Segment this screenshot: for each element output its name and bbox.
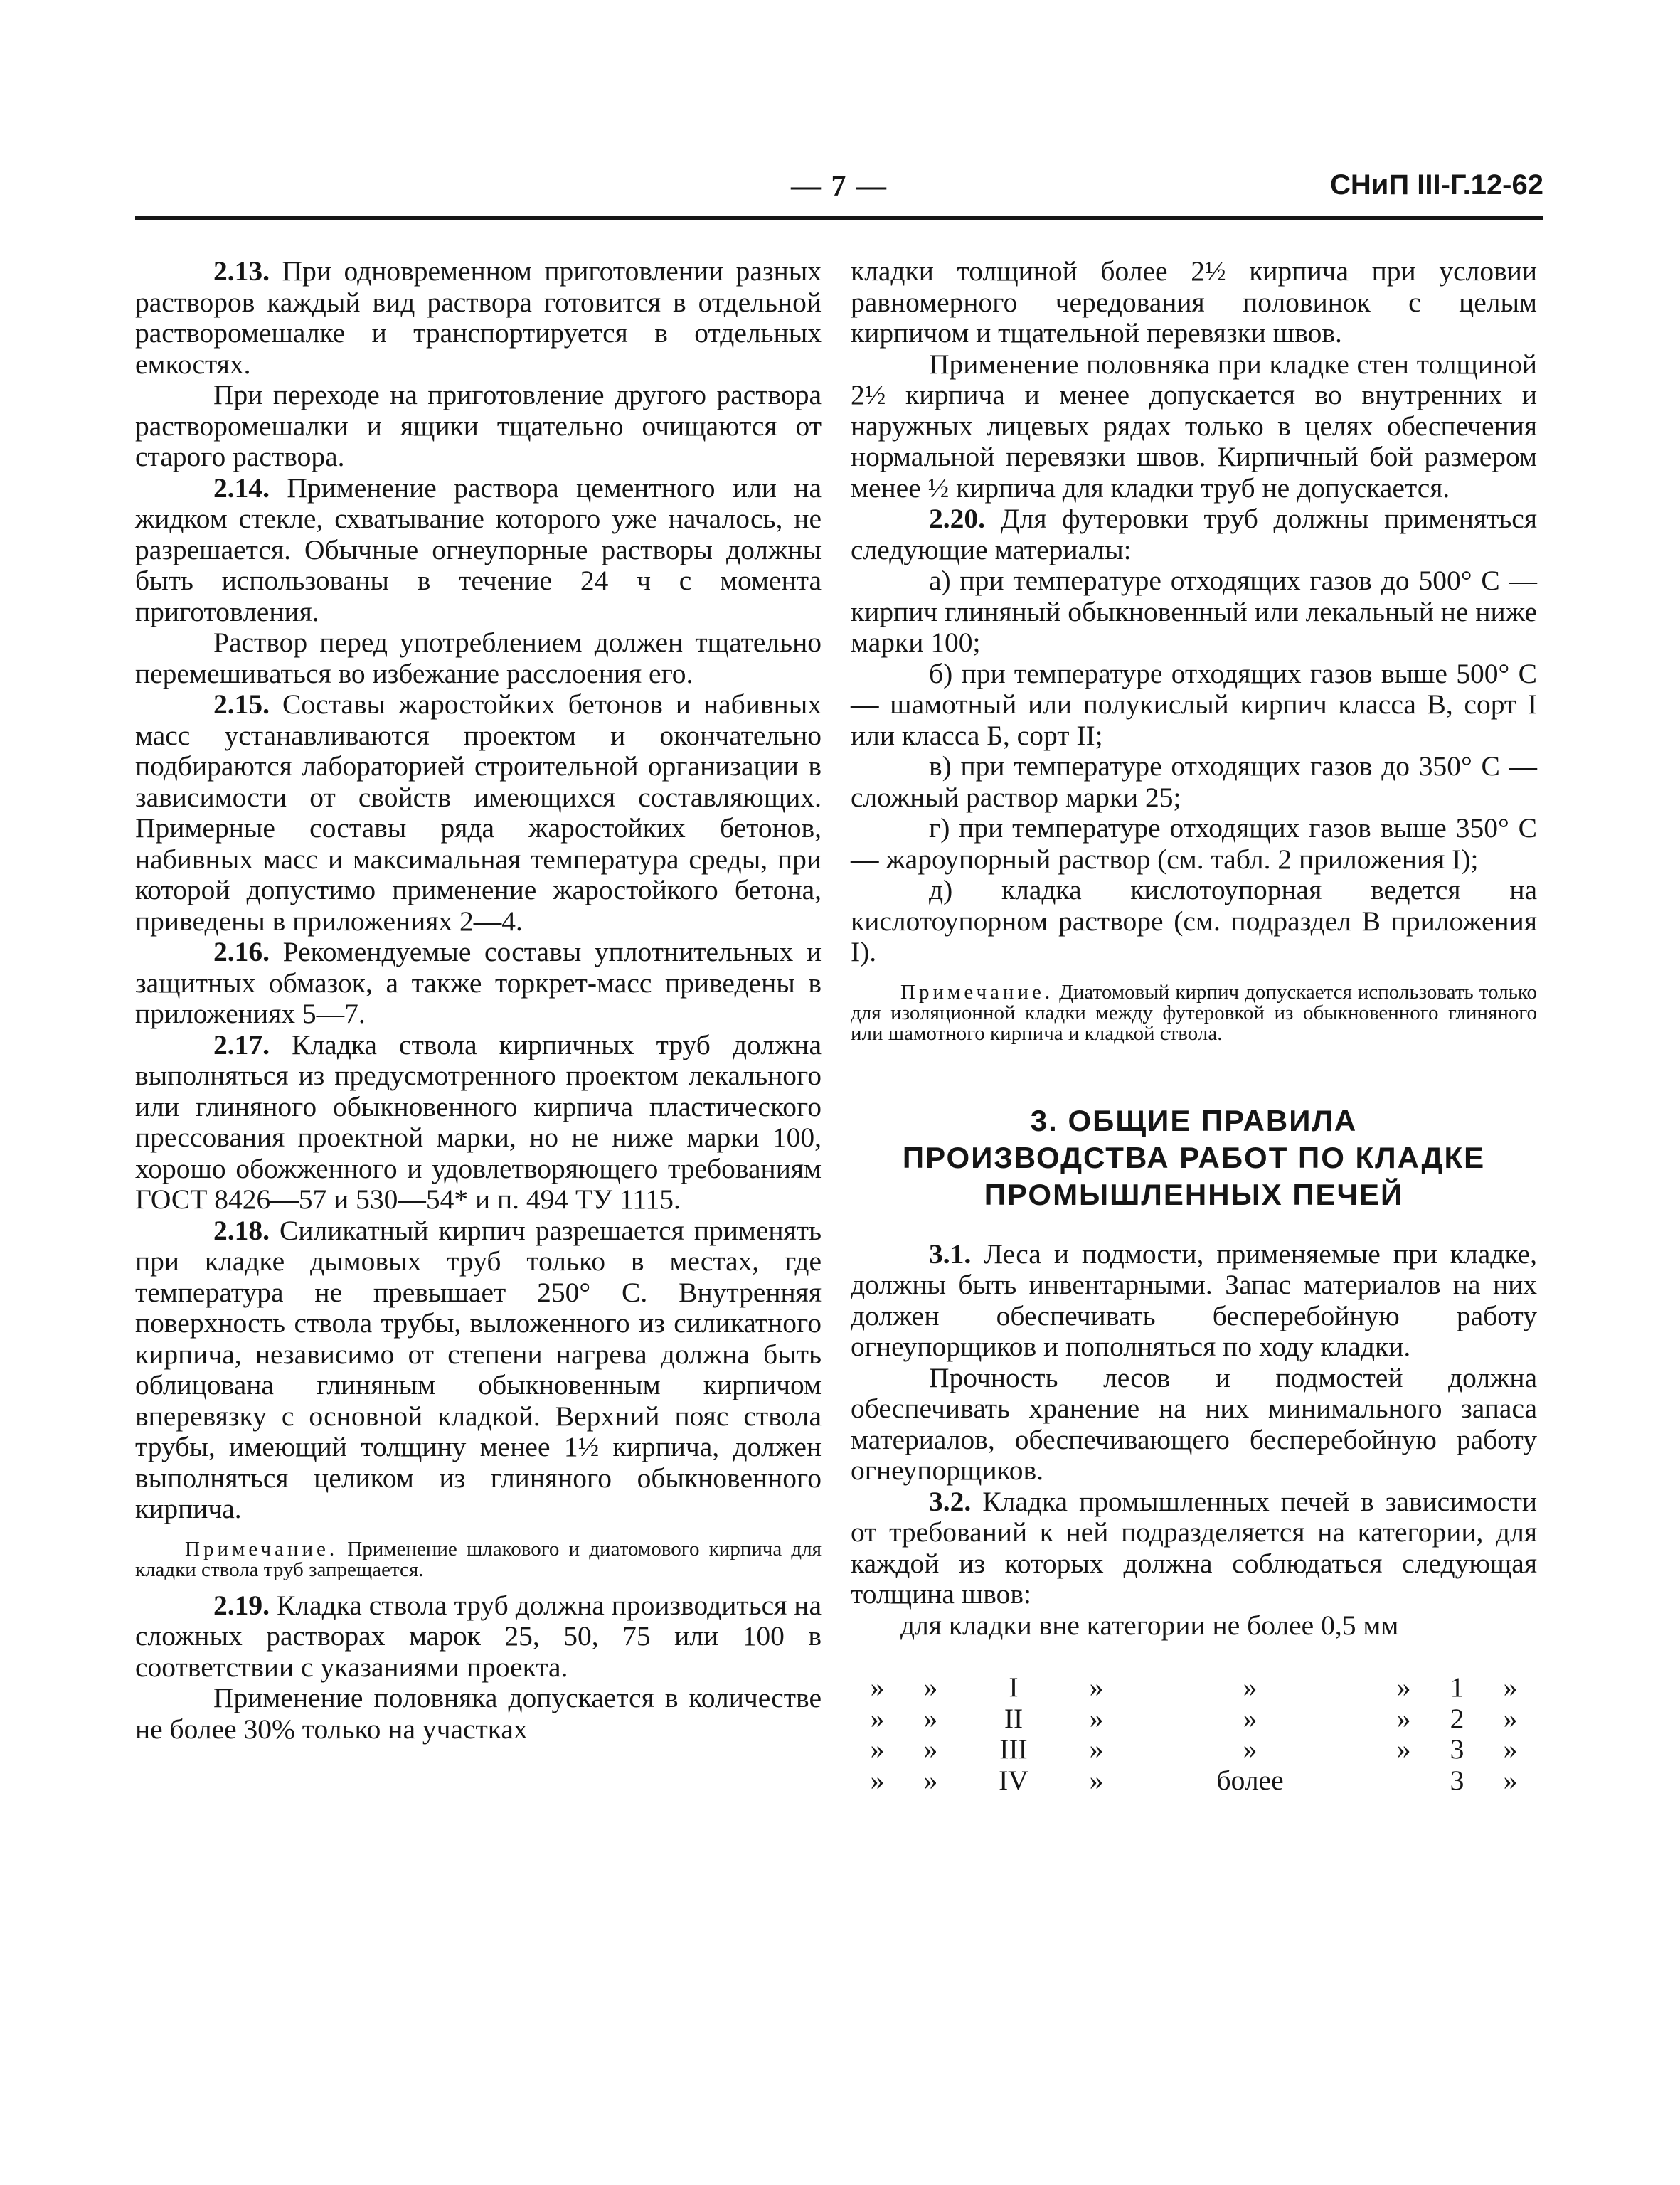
table-cell: 3 [1450,1764,1464,1796]
table-cell: III [999,1733,1028,1765]
paragraph-text: Диатомовый кирпич допускается использовать только для изоляционной кладки между футеровкой из обыкновенного глиняного или шамотного кирпича и кладкой ствола. [851,980,1537,1045]
table-cell: » [870,1671,885,1703]
table-cell: IV [999,1764,1028,1796]
paragraph [135,1590,822,1684]
paragraph-text: Рекомендуемые составы уплотнительных и защитных обмазок, а также торкрет-масс приведены в приложениях 5—7. [135,936,822,1029]
paragraph-text: г) при температуре отходящих газов выше 350° С — жароупорный раствор (см. табл. 2 приложения I); [851,812,1537,875]
clause-number: 2.19. [213,1589,270,1621]
paragraph-text: Применение шлакового и диатомового кирпича для кладки ствола труб запрещается. [135,1537,822,1581]
table-row [851,1734,1537,1765]
paragraph [851,1610,1537,1642]
page-number: — 7 — [791,170,888,203]
table-cell: 3 [1450,1733,1464,1765]
table-row [851,1672,1537,1703]
table-cell: » [870,1733,885,1765]
paragraph [851,565,1537,659]
paragraph-text: Прочность лесов и подмостей должна обеспечивать хранение на них минимального запаса материалов, обеспечивающего бесперебойную работу огнеупорщиков. [851,1361,1537,1486]
clause-number: 2.13. [213,255,270,287]
paragraph [851,1239,1537,1363]
paragraph-text: Кладка ствола кирпичных труб должна выполняться из предусмотренного проектом лекального или глиняного обыкновенного кирпича пластического прессования проектной марки, но не ниже марки 100, хорошо обожженного и удовлетворяющего требованиям ГОСТ 8426—57 и 530—54* и п. 494 ТУ 1115. [135,1028,822,1215]
clause-number: 2.14. [213,472,270,504]
table-cell: » [923,1702,938,1734]
table-cell: » [1396,1671,1411,1703]
paragraph [135,627,822,689]
paragraph [135,380,822,473]
paragraph-text: Составы жаростойких бетонов и набивных масс устанавливаются проектом и окончательно подбираются лабораторией строительной организации в зависимости от свойств имеющихся составляющих. Примерные составы ряда жаростойких бетонов, набивных масс и максимальная температура среды, при которой допустимо применение жаростойкого бетона, приведены в приложениях 2—4. [135,689,822,937]
paragraph [851,256,1537,349]
clause-number: 2.20. [929,503,985,534]
paragraph-text: а) при температуре отходящих газов до 500° С — кирпич глиняный обыкновенный или лекальный не ниже марки 100; [851,565,1537,658]
paragraph [135,1030,822,1216]
paragraph-text: Леса и подмости, применяемые при кладке, должны быть инвентарными. Запас материалов на них должен обеспечивать бесперебойную работу огнеупорщиков и пополняться по ходу кладки. [851,1238,1537,1362]
paragraph-text: в) при температуре отходящих газов до 350° С — сложный раствор марки 25; [851,750,1537,813]
paragraph [851,1363,1537,1487]
table-cell: 1 [1450,1671,1464,1703]
table-cell: » [870,1702,885,1734]
paragraph [851,751,1537,813]
right-column-part-2 [851,1239,1537,1642]
table-cell: » [1396,1733,1411,1765]
table-cell: » [1503,1764,1518,1796]
table-row [851,1703,1537,1735]
paragraph-text: Применение половняка при кладке стен толщиной 2½ кирпича и менее допускается во внутренних и наружных лицевых рядах только в целях обеспечения нормальной перевязки швов. Кирпичный бой размером менее ½ кирпича для кладки труб не допускается. [851,348,1537,504]
clause-number: 2.15. [213,689,270,720]
paragraph-text: При одновременном приготовлении разных растворов каждый вид раствора готовится в отдельной растворомешалке и транспортируется в отдельных емкостях. [135,255,822,380]
table-cell [1377,1765,1430,1797]
clause-number: 3.2. [929,1485,972,1517]
table-cell: » [923,1671,938,1703]
table-cell: » [1503,1702,1518,1734]
paragraph [135,689,822,937]
table-row [851,1765,1537,1797]
table-cell: 2 [1450,1702,1464,1734]
section-title [851,1102,1537,1213]
table-cell: » [1243,1702,1258,1734]
paragraph-text: б) при температуре отходящих газов выше 500° С — шамотный или полукислый кирпич класса В, сорт I или класса Б, сорт II; [851,657,1537,751]
clause-number: 2.18. [213,1214,270,1246]
table-cell: » [923,1733,938,1765]
table-cell: » [1243,1733,1258,1765]
paragraph-text: кладки толщиной более 2½ кирпича при условии равномерного чередования половинок с целым кирпичом и тщательной перевязки швов. [851,255,1537,349]
clause-number: 2.16. [213,936,270,967]
paragraph [851,659,1537,752]
table-cell: » [1503,1733,1518,1765]
paragraph [851,875,1537,968]
paragraph-text: Раствор перед употреблением должен тщательно перемешиваться во избежание расслоения его. [135,627,822,689]
paragraph-text: Применение половняка допускается в количестве не более 30% только на участках [135,1682,822,1745]
table-cell: более [1216,1764,1284,1796]
paragraph [135,937,822,1030]
page-header [135,169,1543,216]
clause-number: 3.1. [929,1238,972,1270]
paragraph [851,349,1537,504]
table-cell: » [1396,1702,1411,1734]
table-cell: II [1004,1702,1024,1734]
table-cell: » [923,1764,938,1796]
paragraph-text: д) кладка кислотоупорная ведется на кислотоупорном растворе (см. подраздел В приложения I). [851,874,1537,967]
note-label: Примечание. [900,980,1054,1004]
paragraph [135,473,822,628]
paragraph [851,813,1537,875]
table-cell: » [1503,1671,1518,1703]
table-cell: » [1089,1733,1104,1765]
joint-thickness-table [851,1672,1537,1796]
right-column-part-1 [851,256,1537,1044]
paragraph-text: Кладка ствола труб должна производиться на сложных растворах марок 25, 50, 75 или 100 в соответствии с указаниями проекта. [135,1589,822,1683]
paragraph-text: для кладки вне категории не более 0,5 мм [900,1609,1399,1641]
paragraph [135,256,822,380]
table-cell: I [1009,1671,1019,1703]
paragraph-text: Силикатный кирпич разрешается применять при кладке дымовых труб только в местах, где температура не превышает 250° С. Внутренняя поверхность ствола трубы, выложенного из силикатного кирпича, независимо от степени нагрева должна быть облицована глиняным обыкновенным кирпичом вперевязку с основной кладкой. Верхний пояс ствола трубы, имеющий толщину менее 1½ кирпича, должен выполняться целиком из глиняного обыкновенного кирпича. [135,1214,822,1524]
note-label: Примечание. [185,1537,339,1561]
table-cell: » [1089,1702,1104,1734]
note-paragraph [851,982,1537,1044]
clause-number: 2.17. [213,1028,270,1060]
table-cell: » [1243,1671,1258,1703]
section-title-line: 3. ОБЩИЕ ПРАВИЛА [1030,1103,1358,1137]
paragraph [135,1216,822,1525]
paragraph-text: Применение раствора цементного или на жидком стекле, схватывание которого уже началось, не разрешается. Обычные огнеупорные растворы должны быть использованы в течение 24 ч с момента приготовления. [135,472,822,627]
left-column [135,256,822,1745]
header-rule [135,216,1543,220]
paragraph-text: При переходе на приготовление другого раствора растворомешалки и ящики тщательно очищаются от старого раствора. [135,379,822,472]
document-code: СНиП III-Г.12-62 [1330,169,1543,201]
table-cell: » [1089,1671,1104,1703]
paragraph [851,504,1537,565]
section-title-line: ПРОИЗВОДСТВА РАБОТ ПО КЛАДКЕ [902,1140,1486,1174]
paragraph-text: Для футеровки труб должны применяться следующие материалы: [851,503,1537,565]
table-cell: » [1089,1764,1104,1796]
right-column [851,256,1537,1796]
table-cell: » [870,1764,885,1796]
section-title-line: ПРОМЫШЛЕННЫХ ПЕЧЕЙ [984,1177,1404,1211]
note-paragraph [135,1539,822,1580]
paragraph-text: Кладка промышленных печей в зависимости от требований к ней подразделяется на категории, для каждой из которых должна соблюдаться следующая толщина швов: [851,1485,1537,1610]
paragraph [851,1487,1537,1610]
paragraph [135,1683,822,1745]
